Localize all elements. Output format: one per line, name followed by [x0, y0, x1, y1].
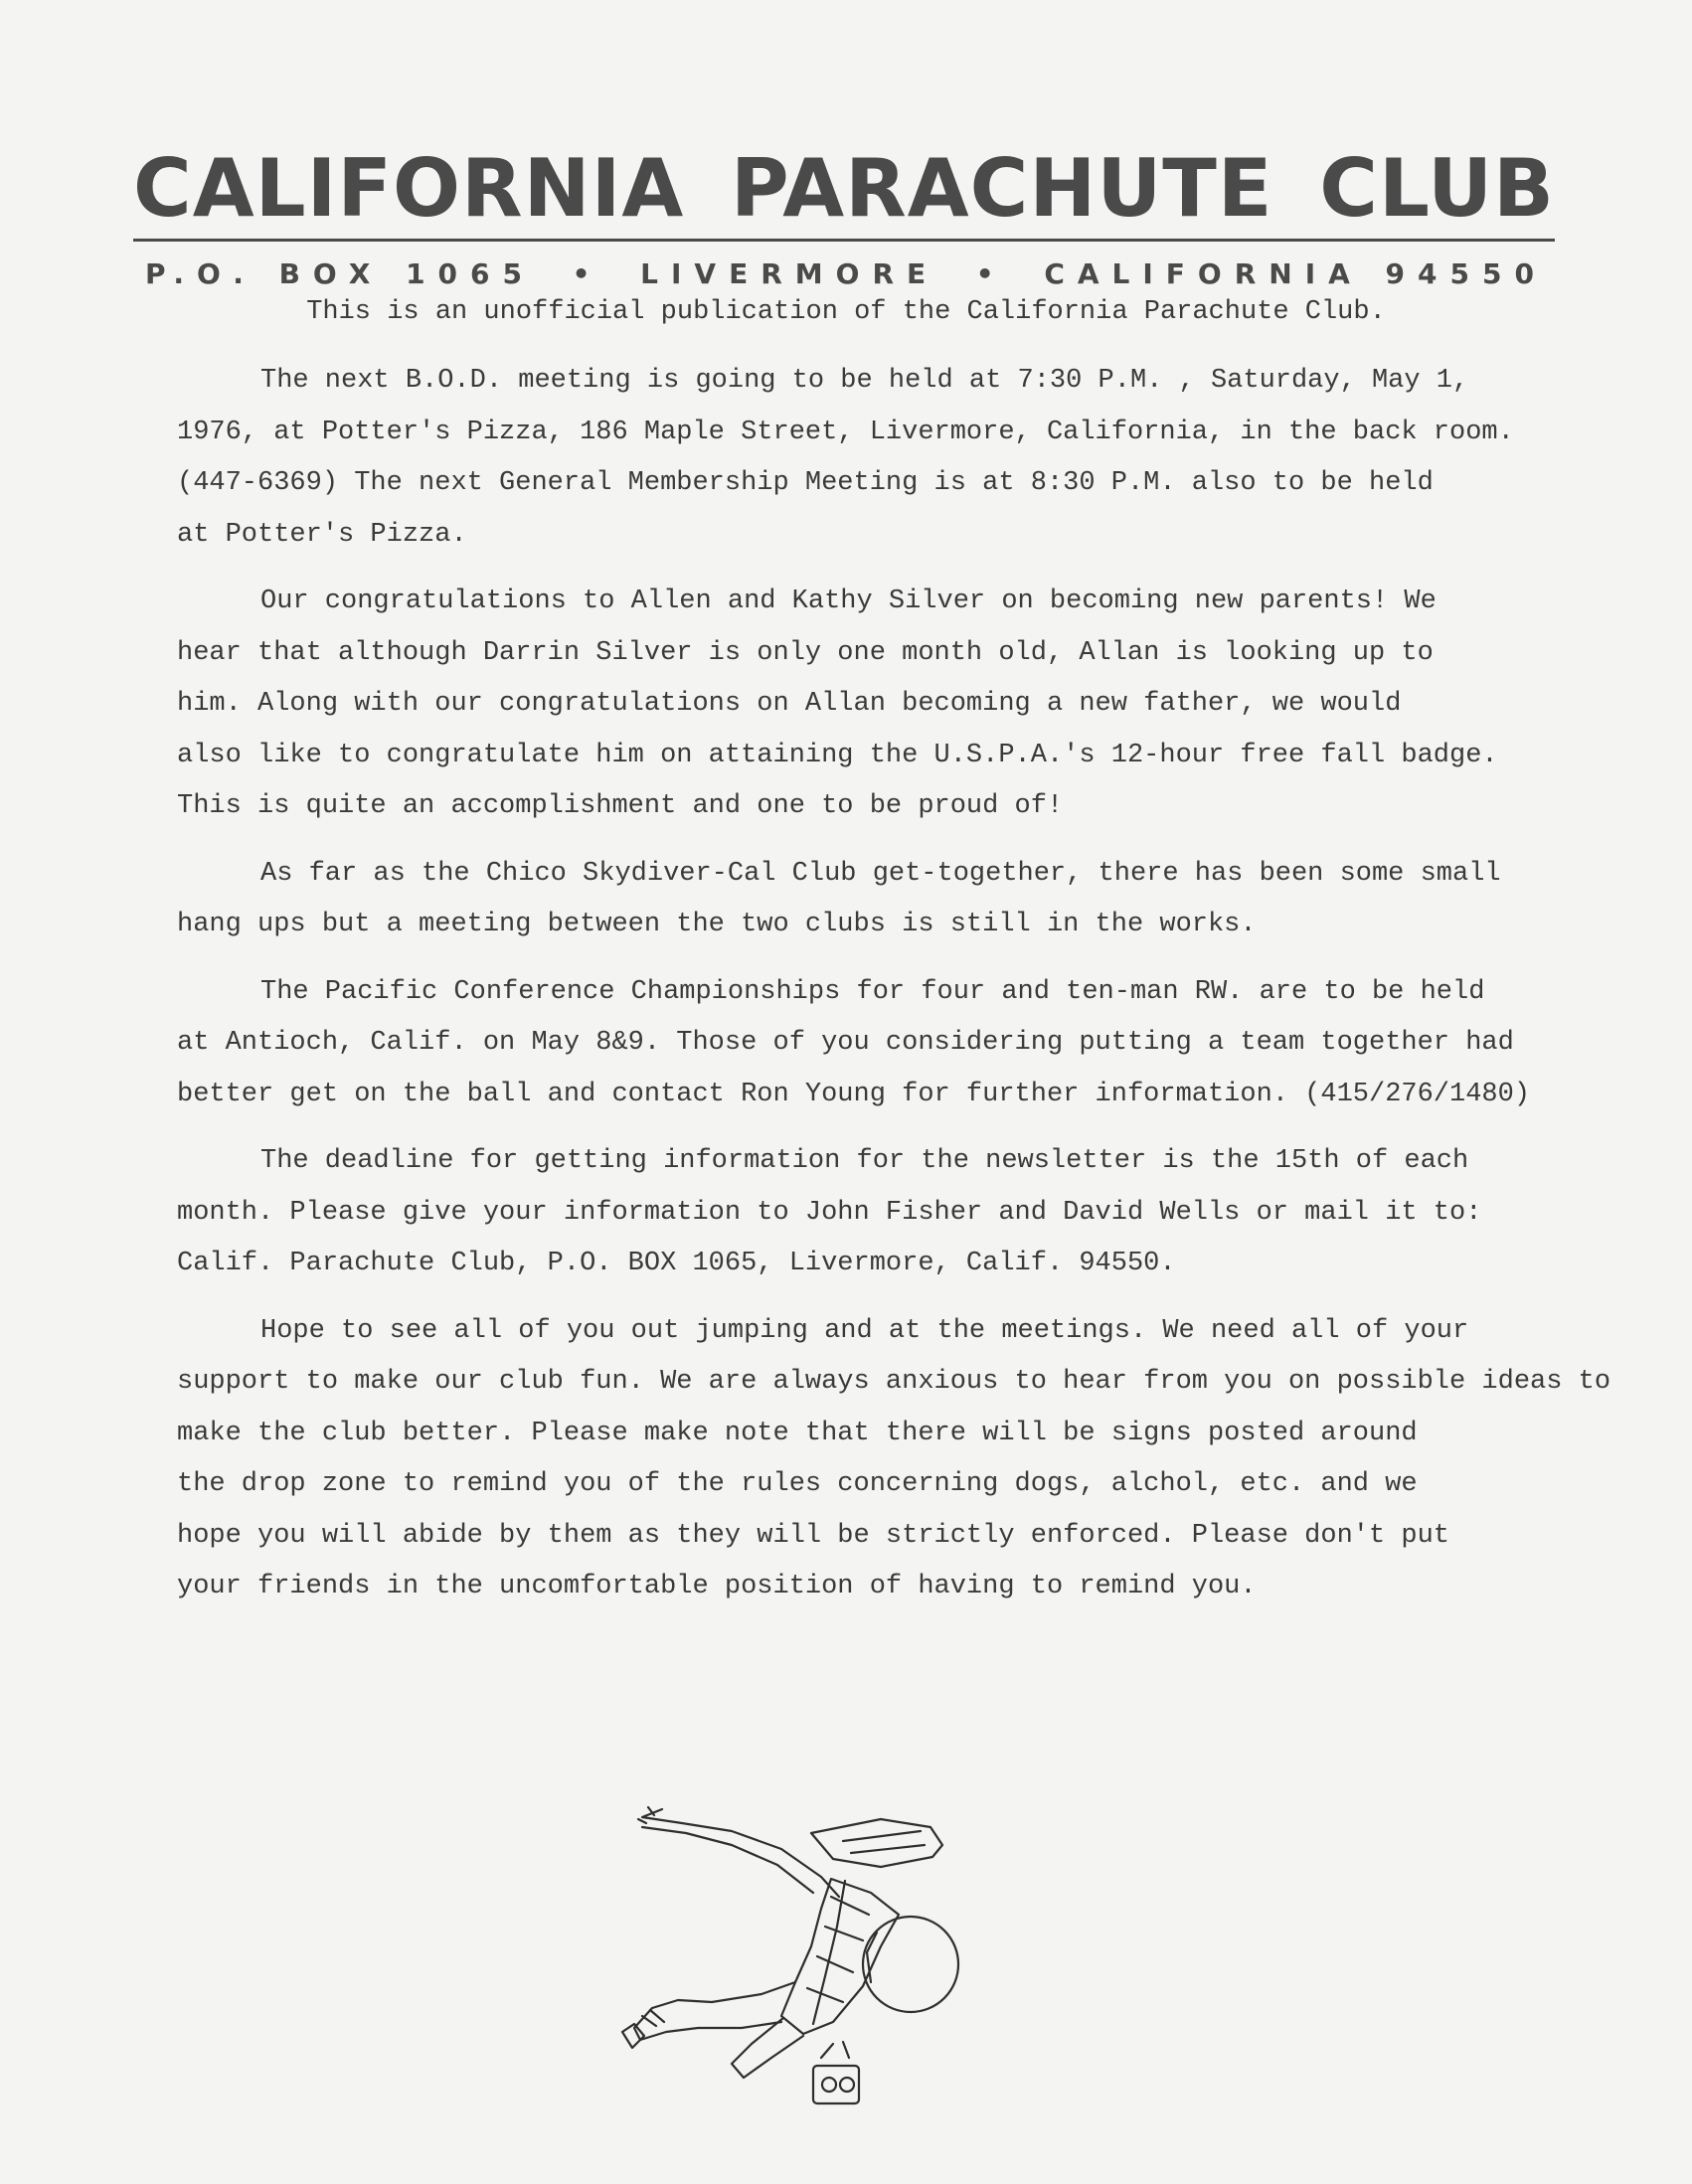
- text-line: This is quite an accomplishment and one to be proud of!: [177, 791, 1064, 821]
- address-bullet: •: [572, 257, 603, 290]
- text-line: hang ups but a meeting between the two clubs is still in the works.: [177, 910, 1257, 939]
- text-line: support to make our club fun. We are always anxious to hear from you on possible ideas to: [177, 1367, 1611, 1397]
- text-line: month. Please give your information to John Fisher and David Wells or mail it to:: [177, 1197, 1482, 1228]
- skydiver-illustration: [583, 1797, 1100, 2125]
- text-line: The deadline for getting information for the newsletter is the 15th of each: [260, 1146, 1469, 1176]
- text-line: 1976, at Potter's Pizza, 186 Maple Street, Livermore, California, in the back room.: [177, 417, 1514, 447]
- address-bullet: •: [975, 257, 1007, 290]
- letterhead-rule: [133, 239, 1555, 242]
- publication-tagline: This is an unofficial publication of the California Parachute Club.: [306, 297, 1386, 327]
- text-line: The next B.O.D. meeting is going to be held at 7:30 P.M. , Saturday, May 1,: [260, 366, 1469, 396]
- paragraph-congratulations: [177, 577, 1579, 833]
- text-line: make the club better. Please make note that there will be signs posted around: [177, 1418, 1418, 1448]
- paragraph-closing: [177, 1306, 1611, 1613]
- text-line: As far as the Chico Skydiver-Cal Club get-together, there has been some small: [260, 858, 1501, 889]
- text-line: him. Along with our congratulations on Allan becoming a new father, we would: [177, 689, 1402, 719]
- text-line: the drop zone to remind you of the rules concerning dogs, alchol, etc. and we: [177, 1469, 1418, 1499]
- text-line: Our congratulations to Allen and Kathy Silver on becoming new parents! We: [260, 587, 1437, 616]
- paragraph-newsletter-deadline: [177, 1136, 1579, 1290]
- text-line: hear that although Darrin Silver is only one month old, Allan is looking up to: [177, 637, 1434, 668]
- paragraph-championships: [177, 967, 1579, 1121]
- text-line: also like to congratulate him on attaining the U.S.P.A.'s 12-hour free fall badge.: [177, 740, 1498, 770]
- paragraph-chico-get-together: [177, 849, 1579, 951]
- text-line: Hope to see all of you out jumping and at the meetings. We need all of your: [260, 1315, 1469, 1346]
- address-city: LIVERMORE: [640, 257, 939, 290]
- newsletter-body: [177, 356, 1611, 1629]
- paragraph-bod-meeting: [177, 356, 1579, 561]
- text-line: your friends in the uncomfortable position of having to remind you.: [177, 1572, 1257, 1601]
- text-line: (447-6369) The next General Membership Meeting is at 8:30 P.M. also to be held: [177, 468, 1434, 498]
- text-line: at Potter's Pizza.: [177, 519, 467, 550]
- address-state-zip: CALIFORNIA 94550: [1044, 257, 1547, 290]
- letterhead-title: CALIFORNIA PARACHUTE CLUB: [133, 142, 1555, 235]
- text-line: better get on the ball and contact Ron Young for further information. (415/276/1480): [177, 1079, 1531, 1109]
- text-line: The Pacific Conference Championships for four and ten-man RW. are to be held: [260, 976, 1485, 1007]
- letterhead-address: [145, 257, 1547, 290]
- text-line: at Antioch, Calif. on May 8&9. Those of you considering putting a team together had: [177, 1028, 1514, 1058]
- text-line: hope you will abide by them as they will be strictly enforced. Please don't put: [177, 1520, 1450, 1551]
- text-line: Calif. Parachute Club, P.O. BOX 1065, Livermore, Calif. 94550.: [177, 1249, 1176, 1278]
- address-po-box: P.O. BOX 1065: [145, 257, 536, 290]
